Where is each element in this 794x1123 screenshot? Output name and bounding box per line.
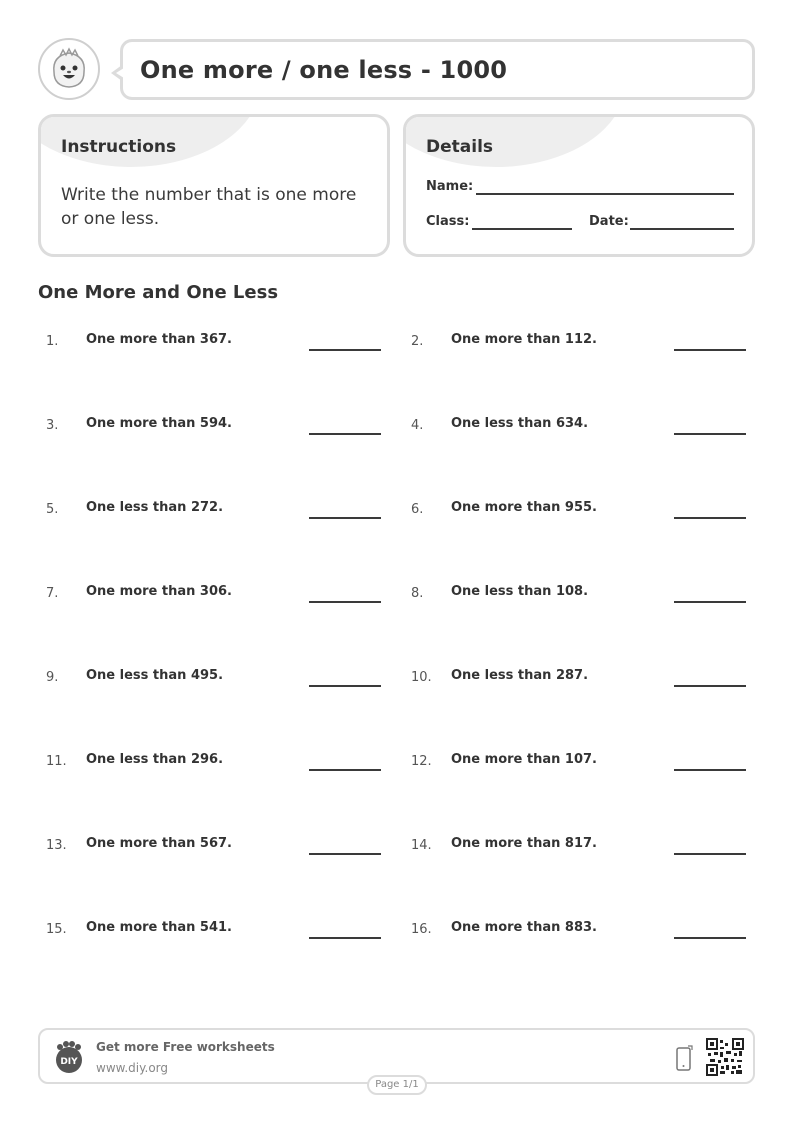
answer-line[interactable] xyxy=(309,769,381,771)
details-card xyxy=(403,114,755,257)
question-text: One less than 296. xyxy=(86,752,224,767)
answer-line[interactable] xyxy=(309,853,381,855)
question-item xyxy=(411,832,756,856)
name-field[interactable] xyxy=(476,193,734,195)
question-number: 15. xyxy=(46,922,67,937)
question-item xyxy=(411,412,756,436)
footer-url[interactable]: www.diy.org xyxy=(96,1061,168,1075)
question-number: 8. xyxy=(411,586,424,601)
instructions-card xyxy=(38,114,390,257)
question-item xyxy=(411,580,756,604)
answer-line[interactable] xyxy=(309,937,381,939)
question-text: One more than 594. xyxy=(86,416,232,431)
question-text: One less than 287. xyxy=(451,668,589,683)
question-number: 2. xyxy=(411,334,424,349)
question-number: 5. xyxy=(46,502,59,517)
question-text: One less than 272. xyxy=(86,500,224,515)
question-text: One more than 112. xyxy=(451,332,597,347)
question-text: One more than 883. xyxy=(451,920,597,935)
details-heading: Details xyxy=(426,137,494,157)
question-number: 3. xyxy=(46,418,59,433)
class-field[interactable] xyxy=(472,228,572,230)
answer-line[interactable] xyxy=(674,853,746,855)
question-text: One less than 634. xyxy=(451,416,589,431)
question-text: One less than 108. xyxy=(451,584,589,599)
question-text: One more than 107. xyxy=(451,752,597,767)
question-item xyxy=(46,832,391,856)
answer-line[interactable] xyxy=(674,937,746,939)
answer-line[interactable] xyxy=(309,349,381,351)
question-number: 12. xyxy=(411,754,432,769)
page-indicator: Page 1/1 xyxy=(367,1075,427,1095)
answer-line[interactable] xyxy=(674,601,746,603)
question-item xyxy=(46,580,391,604)
page-title: One more / one less - 1000 xyxy=(140,55,508,84)
question-item xyxy=(46,328,391,352)
question-number: 4. xyxy=(411,418,424,433)
question-text: One more than 306. xyxy=(86,584,232,599)
question-number: 7. xyxy=(46,586,59,601)
logo-text: DIY xyxy=(60,1057,78,1067)
date-field[interactable] xyxy=(630,228,734,230)
question-item xyxy=(46,664,391,688)
question-text: One less than 495. xyxy=(86,668,224,683)
answer-line[interactable] xyxy=(674,769,746,771)
question-text: One more than 541. xyxy=(86,920,232,935)
answer-line[interactable] xyxy=(674,517,746,519)
question-number: 11. xyxy=(46,754,67,769)
yeti-mascot-icon xyxy=(46,46,92,92)
phone-icon xyxy=(676,1044,694,1072)
question-text: One more than 817. xyxy=(451,836,597,851)
question-number: 6. xyxy=(411,502,424,517)
class-label: Class: xyxy=(426,214,470,229)
question-item xyxy=(411,496,756,520)
answer-line[interactable] xyxy=(309,433,381,435)
question-item xyxy=(411,916,756,940)
question-text: One more than 567. xyxy=(86,836,232,851)
mascot-avatar xyxy=(38,38,100,100)
question-number: 9. xyxy=(46,670,59,685)
question-text: One more than 367. xyxy=(86,332,232,347)
question-item xyxy=(411,748,756,772)
instructions-heading: Instructions xyxy=(61,137,177,157)
title-banner xyxy=(120,39,755,100)
answer-line[interactable] xyxy=(309,601,381,603)
question-item xyxy=(46,412,391,436)
instructions-text: Write the number that is one more or one less. xyxy=(61,185,357,229)
question-item xyxy=(411,664,756,688)
question-number: 16. xyxy=(411,922,432,937)
name-label: Name: xyxy=(426,179,474,194)
question-text: One more than 955. xyxy=(451,500,597,515)
answer-line[interactable] xyxy=(309,685,381,687)
answer-line[interactable] xyxy=(674,433,746,435)
footer-promo[interactable]: Get more Free worksheets xyxy=(96,1040,275,1054)
answer-line[interactable] xyxy=(309,517,381,519)
qr-code-icon[interactable] xyxy=(706,1038,744,1076)
question-number: 14. xyxy=(411,838,432,853)
question-item xyxy=(46,748,391,772)
diy-logo-icon[interactable] xyxy=(52,1041,86,1073)
question-number: 1. xyxy=(46,334,59,349)
question-item xyxy=(46,916,391,940)
question-number: 13. xyxy=(46,838,67,853)
date-label: Date: xyxy=(589,214,629,229)
question-item xyxy=(411,328,756,352)
question-number: 10. xyxy=(411,670,432,685)
section-title: One More and One Less xyxy=(38,282,279,303)
answer-line[interactable] xyxy=(674,685,746,687)
answer-line[interactable] xyxy=(674,349,746,351)
question-item xyxy=(46,496,391,520)
